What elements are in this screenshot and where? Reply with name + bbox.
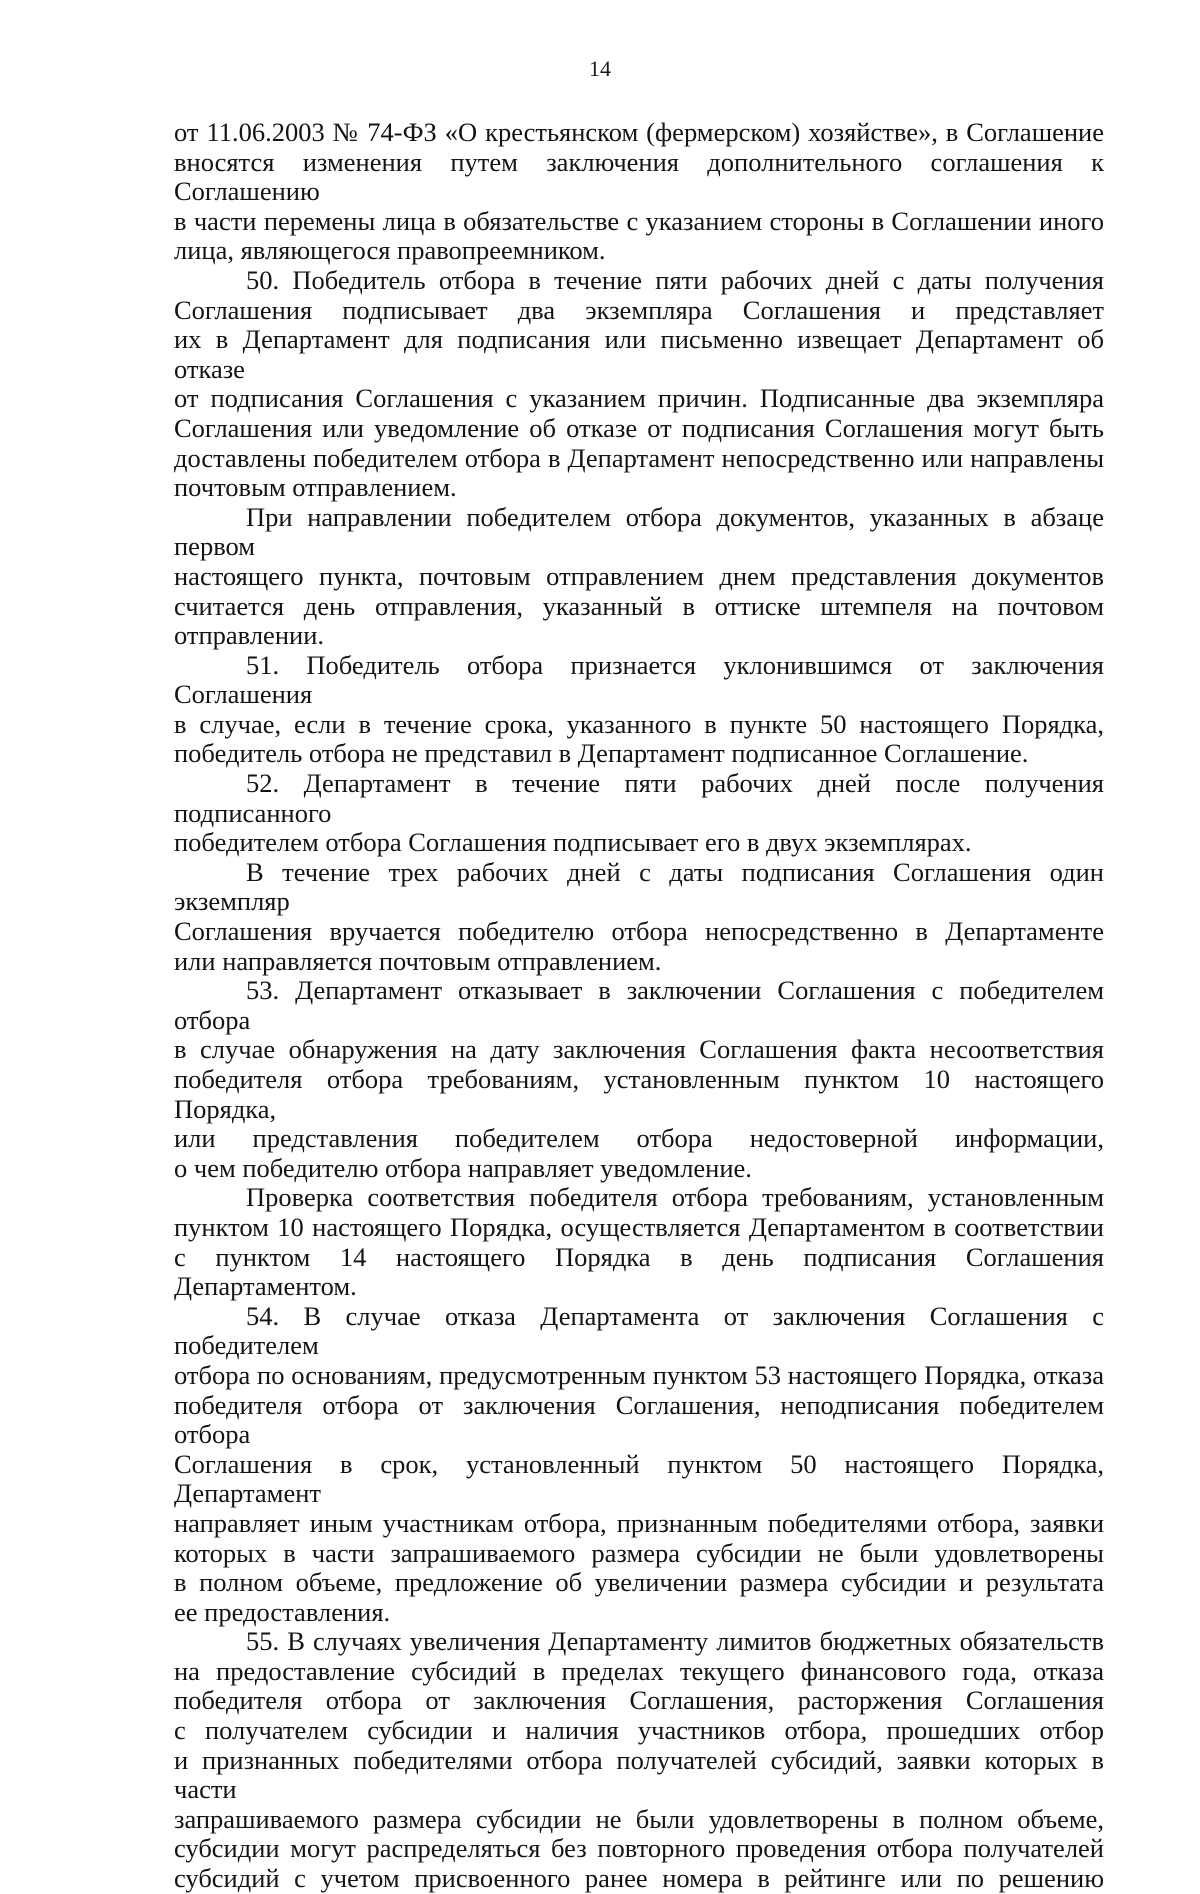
text-line: победителя отбора требованиям, установленным пунктом 10 настоящего Порядка, xyxy=(174,1064,1104,1124)
text-line: их в Департамент для подписания или письменно извещает Департамент об отказе xyxy=(174,324,1104,384)
text-line: запрашиваемого размера субсидии не были удовлетворены в полном объеме, xyxy=(174,1803,1104,1834)
text-line: При направлении победителем отбора документов, указанных в абзаце первом xyxy=(174,501,1104,562)
text-line: в случае, если в течение срока, указанного в пункте 50 настоящего Порядка, xyxy=(174,708,1104,739)
text-line: 51. Победитель отбора признается уклонившимся от заключения Соглашения xyxy=(174,649,1104,710)
text-line: и признанных победителями отбора получателей субсидий, заявки которых в части xyxy=(174,1744,1104,1805)
text-line: 54. В случае отказа Департамента от заключения Соглашения с победителем xyxy=(174,1300,1104,1361)
text-line: ее предоставления. xyxy=(174,1596,391,1627)
text-line: Соглашения в срок, установленный пунктом 50 настоящего Порядка, Департамент xyxy=(174,1448,1104,1509)
text-line: на предоставление субсидий в пределах текущего финансового года, отказа xyxy=(174,1655,1104,1686)
text-line: победителем отбора Соглашения подписывает его в двух экземплярах. xyxy=(174,827,972,858)
text-line: лица, являющегося правопреемником. xyxy=(174,235,606,266)
text-line: почтовым отправлением. xyxy=(174,472,457,503)
text-line: Соглашения подписывает два экземпляра Соглашения и представляет xyxy=(174,294,1104,325)
text-line: с пунктом 14 настоящего Порядка в день подписания Соглашения Департаментом. xyxy=(174,1241,1104,1302)
text-line: о чем победителю отбора направляет уведомление. xyxy=(174,1152,752,1183)
text-line: от подписания Соглашения с указанием причин. Подписанные два экземпляра xyxy=(174,383,1104,414)
text-line: субсидий с учетом присвоенного ранее номера в рейтинге или по решению xyxy=(174,1863,1104,1894)
text-line: вносятся изменения путем заключения дополнительного соглашения к Соглашению xyxy=(174,146,1104,207)
text-line: субсидии могут распределяться без повторного проведения отбора получателей xyxy=(174,1833,1104,1864)
text-line: с получателем субсидии и наличия участников отбора, прошедших отбор xyxy=(174,1715,1104,1746)
text-line: 55. В случаях увеличения Департаменту лимитов бюджетных обязательств xyxy=(246,1626,1104,1657)
text-line: победителя отбора от заключения Соглашения, неподписания победителем отбора xyxy=(174,1389,1104,1450)
text-line: считается день отправления, указанный в оттиске штемпеля на почтовом xyxy=(174,590,1104,621)
text-line: 50. Победитель отбора в течение пяти рабочих дней с даты получения xyxy=(246,264,1104,295)
text-line: Соглашения или уведомление об отказе от подписания Соглашения могут быть xyxy=(174,412,1104,443)
text-line: отправлении. xyxy=(174,620,324,651)
text-line: 53. Департамент отказывает в заключении Соглашения с победителем отбора xyxy=(174,975,1104,1035)
text-line: пунктом 10 настоящего Порядка, осуществляется Департаментом в соответствии xyxy=(174,1211,1104,1242)
text-line: направляет иным участникам отбора, признанным победителями отбора, заявки xyxy=(174,1507,1104,1538)
text-line: в случае обнаружения на дату заключения Соглашения факта несоответствия xyxy=(174,1034,1104,1065)
text-line: победитель отбора не представил в Департамент подписанное Соглашение. xyxy=(174,738,1029,769)
text-line: в полном объеме, предложение об увеличении размера субсидии и результата xyxy=(174,1567,1104,1598)
text-line: от 11.06.2003 № 74-ФЗ «О крестьянском (фермерском) хозяйстве», в Соглашение xyxy=(174,117,1104,147)
text-line: 52. Департамент в течение пяти рабочих дней после получения подписанного xyxy=(174,768,1104,828)
text-line: победителя отбора от заключения Соглашения, расторжения Соглашения xyxy=(174,1685,1104,1716)
text-line: настоящего пункта, почтовым отправлением днем представления документов xyxy=(174,560,1104,591)
text-line: или представления победителем отбора недостоверной информации, xyxy=(174,1123,1104,1154)
text-line: или направляется почтовым отправлением. xyxy=(174,945,662,976)
text-line: В течение трех рабочих дней с даты подписания Соглашения один экземпляр xyxy=(174,856,1104,917)
text-line: Соглашения вручается победителю отбора непосредственно в Департаменте xyxy=(174,916,1104,947)
text-line: Проверка соответствия победителя отбора требованиям, установленным xyxy=(246,1182,1104,1213)
text-line: отбора по основаниям, предусмотренным пунктом 53 настоящего Порядка, отказа xyxy=(174,1359,1104,1390)
page-number: 14 xyxy=(589,56,611,81)
text-line: которых в части запрашиваемого размера субсидии не были удовлетворены xyxy=(174,1537,1104,1568)
text-line: в части перемены лица в обязательстве с указанием стороны в Соглашении иного xyxy=(174,205,1104,236)
document-body xyxy=(174,118,1104,1894)
text-line: доставлены победителем отбора в Департамент непосредственно или направлены xyxy=(174,442,1104,473)
